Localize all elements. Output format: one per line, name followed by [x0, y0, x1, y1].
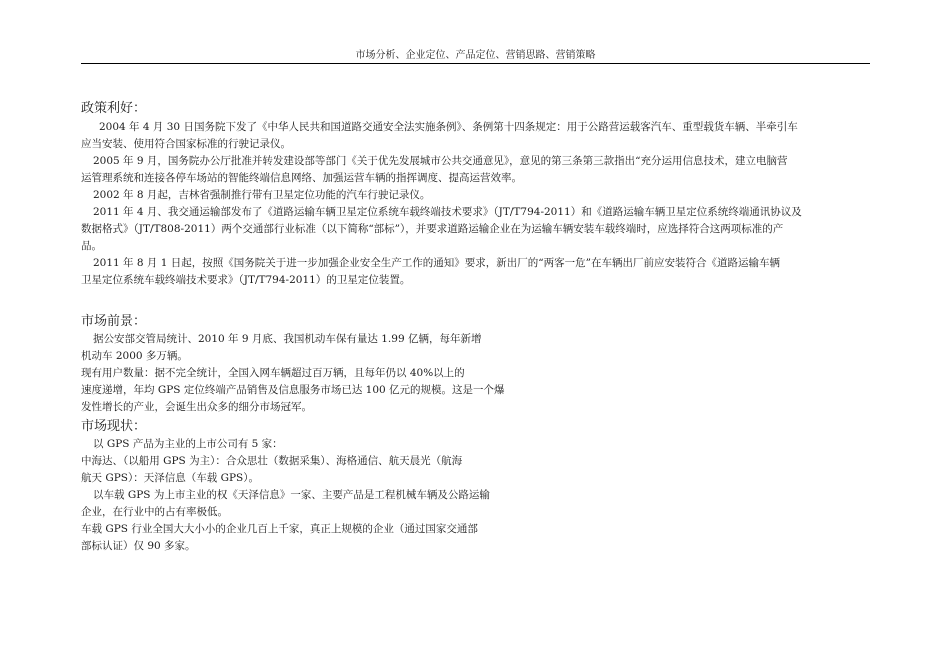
outlook-line: 发性增长的产业，会诞生出众多的细分市场冠军。: [81, 401, 312, 413]
policy-line: 2002 年 8 月起，吉林省强制推行带有卫星定位功能的汽车行驶记录仪。: [93, 189, 431, 201]
status-line: 中海达、（以船用 GPS 为主）：合众思壮（数据采集）、海格通信、航天晨光（航海: [81, 455, 463, 467]
policy-line: 2011 年 4 月、我交通运输部发布了《道路运输车辆卫星定位系统车载终端技术要求》（JT/T794-2011）和《道路运输车辆卫星定位系统终端通讯协议及: [93, 206, 802, 218]
policy-line: 数据格式》（JT/T808-2011）两个交通部行业标准（以下简称“部标”），并要求道路运输企业在为运输车辆安装车载终端时，应选择符合这两项标准的产: [81, 223, 784, 235]
market-status-paragraphs: [81, 436, 871, 555]
status-line: 车载 GPS 行业全国大大小小的企业几百上千家，真正上规模的企业（通过国家交通部: [81, 523, 478, 535]
outlook-line: 据公安部交管局统计、2010 年 9 月底、我国机动车保有量达 1.99 亿辆，每年新增: [93, 333, 482, 345]
status-line: 航天 GPS）：天泽信息（车载 GPS）。: [81, 472, 259, 484]
page-header: 市场分析、企业定位、产品定位、营销思路、营销策略: [355, 50, 596, 61]
market-outlook-paragraphs: [81, 331, 871, 416]
status-line: 以车载 GPS 为上市主业的权《天泽信息》一家、主要产品是工程机械车辆及公路运输: [93, 489, 490, 501]
policy-line: 2004 年 4 月 30 日国务院下发了《中华人民共和国道路交通安全法实施条例》、条例第十四条规定：用于公路营运载客汽车、重型载货车辆、半牵引车: [99, 121, 798, 133]
section-heading-market-status: 市场现状：: [81, 419, 147, 434]
policy-line: 运管理系统和连接各停车场站的智能终端信息网络、加强运营车辆的指挥调度、提高运营效率。: [81, 172, 522, 184]
policy-line: 品。: [81, 240, 102, 252]
policy-line: 2005 年 9 月，国务院办公厅批准并转发建设部等部门《关于优先发展城市公共交通意见》，意见的第三条第三款指出“充分运用信息技术，建立电脑营: [93, 155, 788, 167]
section-heading-market-outlook: 市场前景：: [81, 314, 147, 329]
policy-line: 应当安装、使用符合国家标准的行驶记录仪。: [81, 138, 291, 150]
outlook-line: 速度递增，年均 GPS 定位终端产品销售及信息服务市场已达 100 亿元的规模。这是一个爆: [81, 384, 505, 396]
policy-paragraphs: [81, 119, 871, 289]
policy-line: 卫星定位系统车载终端技术要求》（JT/T794-2011）的卫星定位装置。: [81, 274, 411, 286]
status-line: 企业，在行业中的占有率极低。: [81, 506, 228, 518]
status-line: 以 GPS 产品为主业的上市公司有 5 家：: [93, 438, 283, 450]
outlook-line: 现有用户数量：据不完全统计，全国入网车辆超过百万辆，且每年仍以 40%以上的: [81, 367, 465, 379]
policy-line: 2011 年 8 月 1 日起，按照《国务院关于进一步加强企业安全生产工作的通知》要求，新出厂的“两客一危”在车辆出厂前应安装符合《道路运输车辆: [93, 257, 781, 269]
outlook-line: 机动车 2000 多万辆。: [81, 350, 188, 362]
status-line: 部标认证）仅 90 多家。: [81, 540, 196, 552]
section-heading-policy: 政策利好：: [81, 101, 147, 116]
header-divider: [81, 63, 870, 64]
